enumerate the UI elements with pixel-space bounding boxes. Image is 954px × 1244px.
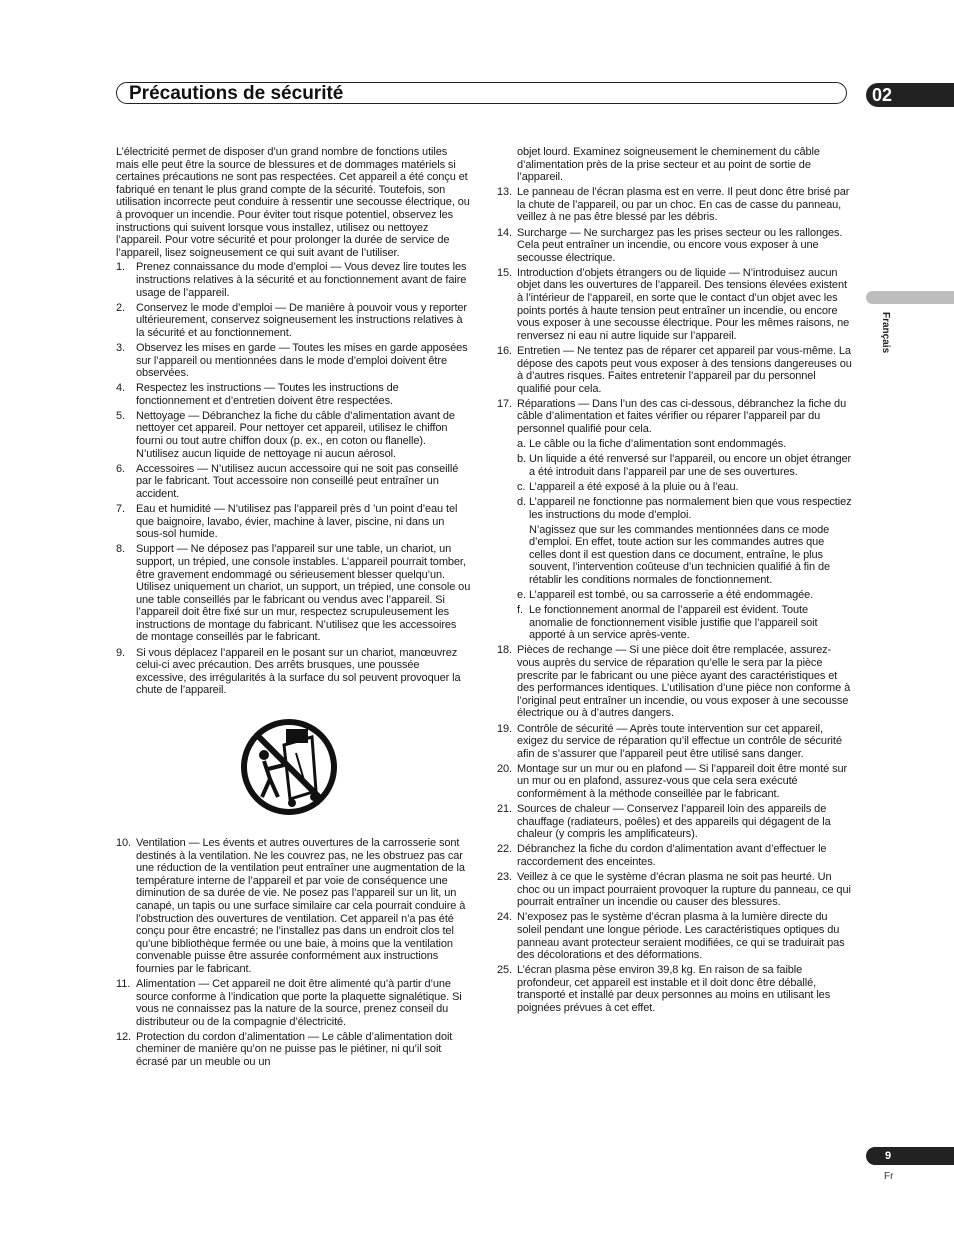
list-item: 11. Alimentation — Cet appareil ne doit être alimenté qu’à partir d’une source conforme à l’indication que porte la plaquette signalétique. Si vous ne connaissez pas la nature de la source, prenez conseil du distributeur ou de la compagnie d’électricité. [116, 977, 462, 1028]
list-item: 7. Eau et humidité — N’utilisez pas l’appareil près d ’un point d’eau tel que baignoire, lavabo, évier, machine à laver, piscine, ni dans un sous-sol humide. [116, 503, 458, 541]
list-item: 18. Pièces de rechange — Si une pièce doit être remplacée, assurez-vous auprès du service de réparation qu’elle le sera par la pièce prescrite par le fabricant ou une pièce ayant des caractéristiques et des performances identiques. L’utilisation d’une pièce non conforme à l’original peut entraîner un incendie, ou vous exposer à une secousse électrique ou à d’autres dangers. [497, 644, 851, 720]
list-item: 13. Le panneau de l’écran plasma est en verre. Il peut donc être brisé par la chute de l’appareil, ou par un choc. En cas de casse du panneau, veillez à ne pas être blessé par les débris. [497, 186, 850, 224]
left-column [116, 146, 471, 1071]
sub-list-item: e. L’appareil est tombé, ou sa carrosserie a été endommagée. [517, 589, 814, 602]
list-item: 16. Entretien — Ne tentez pas de réparer cet appareil par vous-même. La dépose des capots peut vous exposer à des tensions dangereuses ou à d’autres risques. Faites entretenir l’appareil par du personnel qualifié pour cela. [497, 344, 852, 395]
sub-list-17-tail [497, 589, 852, 642]
sub-list-item: b. Un liquide a été renversé sur l’appareil, ou encore un objet étranger a été introduit dans l’appareil par une de ses ouvertures. [517, 453, 852, 478]
list-item: 25. L’écran plasma pèse environ 39,8 kg. En raison de sa faible profondeur, cet appareil est instable et il doit donc être déballé, transporté et installé par deux personnes au moins en utilisant les poignées prévues à cet effet. [497, 964, 831, 1014]
list-item: 19. Contrôle de sécurité — Après toute intervention sur cet appareil, exigez du service de réparation qu’il effectue un contrôle de sécurité afin de s’assurer que l’appareil peut être utilisé sans danger. [497, 722, 842, 760]
list-item: 22. Débranchez la fiche du cordon d’alimentation avant d’effectuer le raccordement des enceintes. [497, 843, 827, 868]
page-number: 9 [885, 1150, 892, 1162]
chapter-tab [866, 83, 954, 107]
sub-list-item: f. Le fonctionnement anormal de l’appareil est évident. Toute anomalie de fonctionnement visible justifie que l’appareil soit apporté à un service après-vente. [517, 604, 818, 642]
list-item: 1. Prenez connaissance du mode d’emploi — Vous devez lire toutes les instructions relatives à la sécurité et au fonctionnement avant de faire usage de l’appareil. [116, 261, 467, 299]
page-number-tab [866, 1147, 954, 1165]
list-item: 15. Introduction d’objets étrangers ou de liquide — N’introduisez aucun objet dans les ouvertures de l’appareil. Des tensions élevées existent à l’intérieur de l’appareil, en sorte que le contact d’un objet avec les points portés à haute tension peut entraîner un incendie, ou encore vous exposer à une secousse électrique. Pour les mêmes raisons, ne renversez ni eau ni autre liquide sur l’appareil. [497, 266, 850, 342]
chapter-number: 02 [872, 85, 893, 105]
list-item: 6. Accessoires — N’utilisez aucun accessoire qui ne soit pas conseillé par le fabricant. Tout accessoire non conseillé peut entraîner un accident. [116, 462, 459, 500]
list-item: 23. Veillez à ce que le système d’écran plasma ne soit pas heurté. Un choc ou un impact pourraient provoquer la rupture du panneau, ce qui pourrait entraîner un incendie ou causer des blessures. [497, 871, 851, 909]
list-item: 17. Réparations — Dans l’un des cas ci-dessous, débranchez la fiche du câble d’alimentation et faites vérifier ou réparer l’appareil par du personnel qualifié pour cela. [497, 397, 847, 435]
right-column [497, 146, 852, 1017]
intro-paragraph: L’électricité permet de disposer d’un grand nombre de fonctions utiles mais elle peut être la source de blessures et de dommages matériels si certaines précautions ne sont pas respectées. Cet appareil a été conçu et fabriqué en tenant le plus grand compte de la sécurité. Toutefois, son utilisation incorrecte peut conduire à ressentir une secousse électrique, ou à provoquer un incendie. Pour éviter tout risque potentiel, observez les instructions qui suivent lorsque vous installez, utilisez ou nettoyez l’appareil. Pour votre sécurité et pour prolonger la durée de service de l’appareil, lisez soigneusement ce qui suit avant de l’utiliser. [116, 146, 470, 259]
no-cart-tipping-icon [234, 717, 344, 817]
list-item: 3. Observez les mises en garde — Toutes les mises en garde apposées sur l’appareil ou mentionnées dans le mode d’emploi doivent être observées. [116, 341, 468, 380]
page-title: Précautions de sécurité [129, 83, 344, 104]
sub-list-item: d. L’appareil ne fonctionne pas normalement bien que vous respectiez les instructions du mode d’emploi. [517, 495, 852, 521]
item-12-continued: objet lourd. Examinez soigneusement le cheminement du câble d’alimentation près de la prise secteur et au point de sortie de l’appareil. [517, 146, 820, 184]
list-item: 9. Si vous déplacez l’appareil en le posant sur un chariot, manœuvrez celui-ci avec précaution. Des arrêts brusques, une poussée excessive, des irrégularités à la surface du sol peuvent provoquer la chute de l’appareil. [116, 646, 461, 697]
language-label: Français [880, 312, 891, 354]
list-item: 2. Conservez le mode d’emploi — De manière à pouvoir vous y reporter ultérieurement, conservez soigneusement les instructions relatives à la sécurité et au fonctionnement. [116, 301, 467, 339]
sub-list-17 [497, 438, 852, 521]
list-item: 4. Respectez les instructions — Toutes les instructions de fonctionnement et d’entretien doivent être respectées. [116, 382, 399, 407]
list-item: 21. Sources de chaleur — Conservez l’appareil loin des appareils de chauffage (radiateurs, poêles) et des appareils qui dégagent de la chaleur (y compris les amplificateurs). [497, 803, 831, 841]
sub-item-d-note: N’agissez que sur les commandes mentionnées dans ce mode d’emploi. En effet, toute action sur les commandes autres que celles dont il est question dans ce document, entraîne, le plus souvent, l’intervention coûteuse d’un technicien qualifié à fin de rétablir les conditions normales de fonctionnement. [529, 523, 830, 586]
list-item: 12. Protection du cordon d’alimentation — Le câble d’alimentation doit cheminer de manière qu’on ne puisse pas le piétiner, ni qu’il soit écrasé par un meuble ou un [116, 1030, 453, 1069]
sub-list-item: a. Le câble ou la fiche d’alimentation sont endommagés. [517, 438, 787, 451]
section-title-bar [116, 82, 847, 104]
list-item: 20. Montage sur un mur ou en plafond — Si l’appareil doit être monté sur un mur ou en plafond, assurez-vous que cela sera exécuté conformément à la méthode conseillée par le fabricant. [497, 762, 848, 800]
sub-list-item: c. L’appareil a été exposé à la pluie ou à l’eau. [517, 480, 739, 493]
list-item: 14. Surcharge — Ne surchargez pas les prises secteur ou les rallonges. Cela peut entraîner un incendie, ou encore vous exposer à une secousse électrique. [497, 226, 843, 264]
list-item: 5. Nettoyage — Débranchez la fiche du câble d’alimentation avant de nettoyer cet appareil. Pour nettoyer cet appareil, utilisez le chiffon fourni ou tout autre chiffon doux (p. ex., en coton ou flanelle). N’utilisez aucun liquide de nettoyage ni aucun aérosol. [116, 409, 455, 460]
list-item: 24. N’exposez pas le système d’écran plasma à la lumière directe du soleil pendant une longue période. Les caractéristiques optiques du panneau avant protecteur seraient modifiées, ce qui se traduirait pas des décolorations et des déformations. [497, 911, 845, 962]
list-item: 8. Support — Ne déposez pas l’appareil sur une table, un chariot, un support, un trépied, une console instables. L’appareil pourrait tomber, être gravement endommagé ou sérieusement blesser quelqu’un. Utilisez uniquement un chariot, un support, un trépied, une console ou une table conseillés par le fabricant ou vendus avec l’appareil. Si l’appareil doit être fixé sur un mur, respectez scrupuleusement les instructions de montage du fabricant. N’utilisez que les accessoires de montage conseillés par le fabricant. [116, 543, 471, 644]
page-language-code: Fr [884, 1171, 894, 1182]
language-tab [866, 291, 954, 304]
list-item: 10. Ventilation — Les évents et autres ouvertures de la carrosserie sont destinés à la ventilation. Ne les couvrez pas, ne les obstruez pas car une réduction de la ventilation peut entraîner une augmentation de la température interne de l’appareil et par voie de conséquence une diminution de sa durée de vie. Ne posez pas l’appareil sur un lit, un canapé, un tapis ou une surface similaire car cela pourrait conduire à l’obstruction des ouvertures de ventilation. Cet appareil n’a pas été conçu pour être encastré; ne l’installez pas dans un endroit clos tel qu’une bibliothèque fermée ou une baie, à moins que la ventilation convenable puisse être assurée conformément aux instructions fournies par le fabricant. [116, 836, 466, 975]
